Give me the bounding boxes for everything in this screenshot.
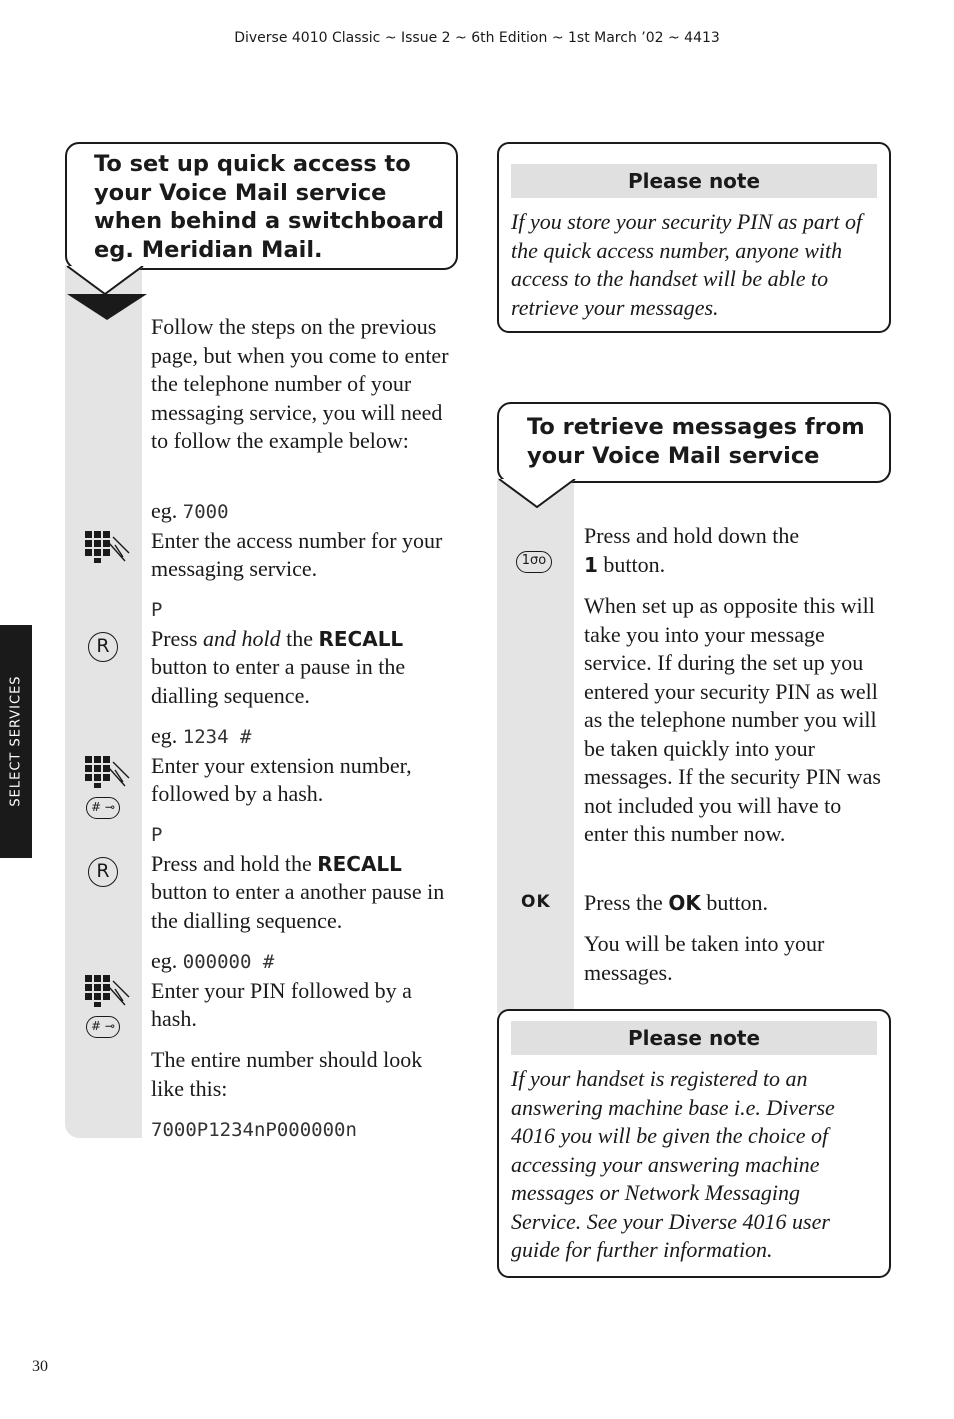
step-4: P Press and hold the RECALL button to enter a another pause in the dialling sequence. — [151, 824, 445, 933]
note-2-body: If your handset is registered to an answering machine base i.e. Diverse 4016 you will be given the choice of accessing your answering machine messages or Network Messaging Service. See your Diverse 4016 user guide for further information. — [511, 1066, 835, 1262]
left-section-title: To set up quick access to your Voice Mail service when behind a switchboard eg. Meridian Mail. — [94, 151, 444, 263]
keypad-icon — [85, 975, 135, 1009]
step-5-text: Enter your PIN followed by a hash. — [151, 977, 412, 1031]
step-1-code: 7000 — [182, 501, 229, 523]
right-section-title: To retrieve messages from your Voice Mail service — [527, 414, 865, 469]
hash-key-icon: # ⊸ — [86, 797, 120, 819]
note-2-heading: Please note — [511, 1021, 877, 1055]
left-intro: Follow the steps on the previous page, but when you come to enter the telephone number of your messaging service, you will need to follow the example below: — [151, 314, 449, 453]
step-3-code: 1234 # — [182, 726, 252, 748]
step-5: eg. 000000 # Enter your PIN followed by a hash. — [151, 948, 412, 1031]
retrieve-step-1: Press and hold down the 1 button. — [584, 523, 800, 577]
section-tab — [0, 625, 32, 858]
recall-button-icon: R — [88, 632, 118, 662]
step-5-code: 000000 # — [182, 951, 275, 973]
right-title-tail — [497, 479, 579, 511]
full-number: 7000P1234nP000000n — [151, 1119, 357, 1141]
page-number: 30 — [32, 1358, 48, 1375]
right-section-title-box — [497, 402, 891, 483]
step-1: eg. 7000 Enter the access number for your messaging service. — [151, 498, 443, 581]
ok-key-icon: OK — [521, 892, 551, 912]
step-3: eg. 1234 # Enter your extension number, followed by a hash. — [151, 723, 412, 806]
section-tab-label: SELECT SERVICES — [8, 675, 24, 807]
recall-button-icon: R — [88, 857, 118, 887]
left-section-title-box — [65, 142, 458, 270]
retrieve-step-2: Press the OK button. — [584, 890, 769, 915]
note-box-2 — [497, 1009, 891, 1278]
one-key-icon: 1σο — [516, 551, 552, 573]
page-header: Diverse 4010 Classic ~ Issue 2 ~ 6th Edition ~ 1st March ’02 ~ 4413 — [234, 30, 720, 46]
step-2-code: P — [151, 599, 163, 621]
keypad-icon — [85, 531, 135, 565]
summary-text: The entire number should look like this: — [151, 1047, 423, 1101]
step-2: P Press and hold the RECALL button to enter a pause in the dialling sequence. — [151, 599, 406, 708]
note-1-heading: Please note — [511, 164, 877, 198]
note-1-body: If you store your security PIN as part of the quick access number, anyone with access to the handset will be able to retrieve your messages. — [511, 209, 863, 320]
retrieve-final: You will be taken into your messages. — [584, 931, 825, 985]
step-1-text: Enter the access number for your messaging service. — [151, 527, 443, 581]
keypad-icon — [85, 756, 135, 790]
step-4-code: P — [151, 824, 163, 846]
retrieve-paragraph: When set up as opposite this will take you into your message service. If during the set up you entered your security PIN as well as the telephone number you will be taken quickly into your messages. If the security PIN was not included you will have to enter this number now. — [584, 593, 881, 846]
left-title-tail — [65, 266, 147, 298]
hash-key-icon: # ⊸ — [86, 1016, 120, 1038]
note-box-1 — [497, 142, 891, 333]
step-3-text: Enter your extension number, followed by a hash. — [151, 752, 412, 806]
